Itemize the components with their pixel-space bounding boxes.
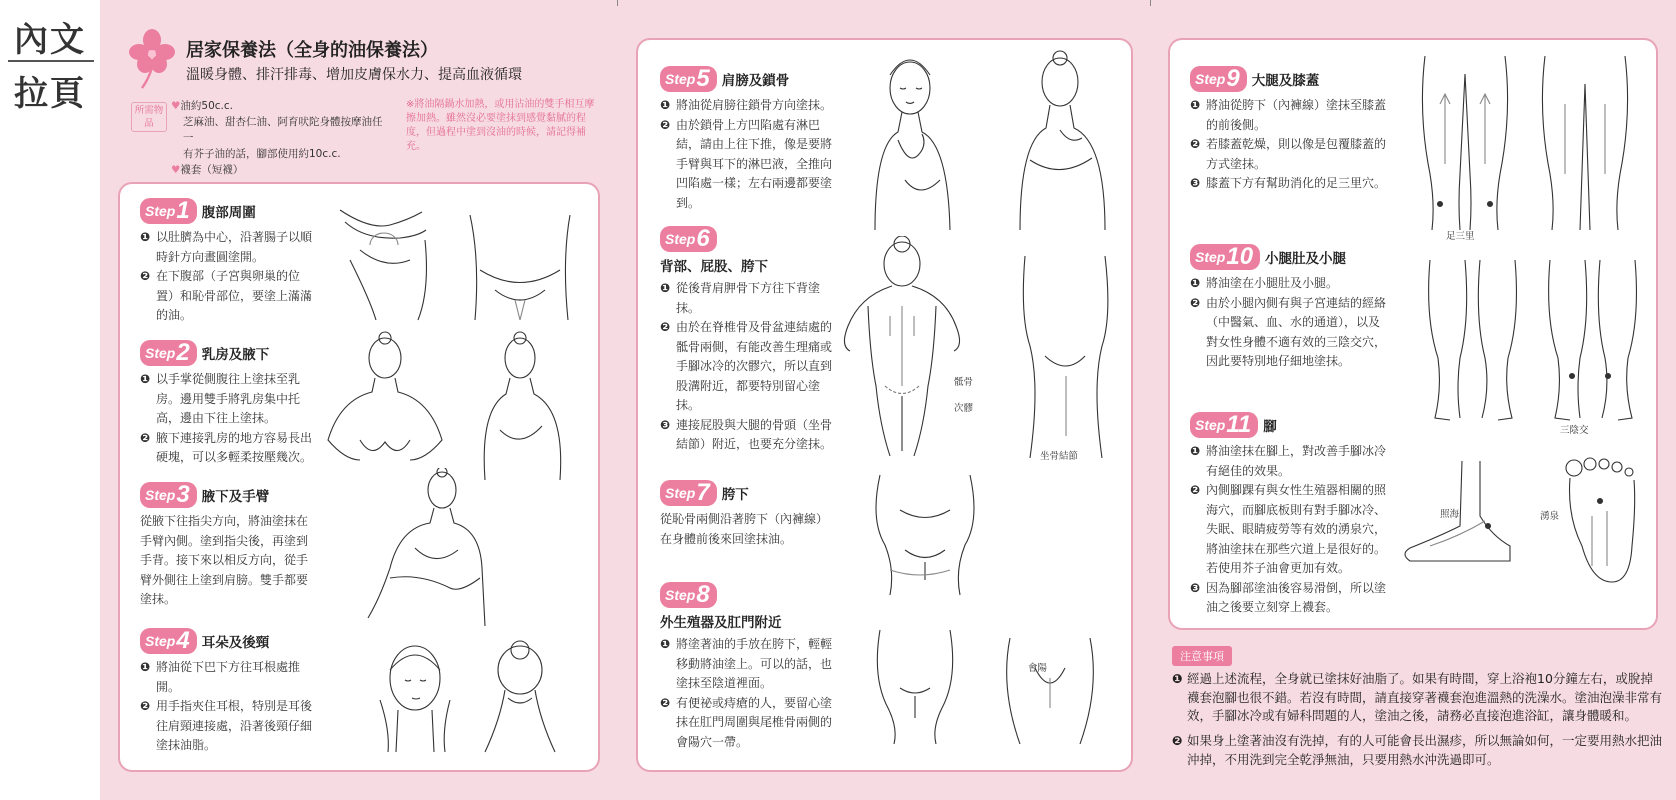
step-item: ❶ 將油塗抹在腳上，對改善手腳冰冷有絕佳的效果。 xyxy=(1190,444,1387,478)
step-title: 腋下及手臂 xyxy=(201,489,270,505)
note-item: ❶ 經過上述流程，全身就已塗抹好油脂了。如果有時間，穿上浴袍10分鐘左右，或脫掉襪套泡腳也很不錯。若沒有時間，請直接穿著襪套泡進溫熱的洗澡水。塗油泡澡非常有效，手腳冰冷或有婦科問題的人，塗油之後，請務必直接泡進浴缸，讓身體暖和。 xyxy=(1172,671,1663,723)
label-yongquan: 湧泉 xyxy=(1540,511,1560,522)
step-item: ❶ 將油塗在小腿肚及小腿。 xyxy=(1190,276,1339,290)
face-neck-illustration xyxy=(360,640,570,755)
fold-mark xyxy=(617,0,618,6)
sidebar-divider xyxy=(8,60,94,62)
heart-icon: ♥ xyxy=(171,100,181,112)
step-item: ❷ 在下腹部（子宮與卵巢的位置）和恥骨部位，要塗上滿滿的油。 xyxy=(140,269,313,322)
step-8 xyxy=(660,582,832,752)
foot-sole-illustration xyxy=(1562,456,1648,586)
chest-illustration xyxy=(320,330,590,490)
step-badge: Step 4 xyxy=(140,628,197,654)
step-5 xyxy=(660,66,832,213)
step-title: 耳朵及後頸 xyxy=(201,635,270,651)
step-title: 乳房及腋下 xyxy=(201,347,270,363)
note-item: ❷ 如果身上塗著油沒有洗掉，有的人可能會長出濕疹，所以無論如何，一定要用熱水把油沖掉，不用洗到完全乾淨無油，只要用熱水沖洗過即可。 xyxy=(1172,733,1663,767)
step-item: ❷ 用手指夾住耳根，特別是耳後往肩頸連接處，沿著後頸仔細塗抹油脂。 xyxy=(140,699,313,752)
step-title: 背部、屁股、胯下 xyxy=(660,259,768,275)
step-item: ❷ 有便祕或痔瘡的人，要留心塗抹在肛門周圍與尾椎骨兩側的會陽穴一帶。 xyxy=(660,695,833,749)
step-badge: Step 2 xyxy=(140,340,197,366)
step-text: 從腋下往指尖方向，將油塗抹在手臂內側。塗到指尖後，再塗到手背。接下來以相反方向，從手臂外側往上塗到肩膀。雙手都要塗抹。 xyxy=(140,514,309,606)
label-sacrum: 骶骨 xyxy=(954,377,974,388)
step-1 xyxy=(140,198,318,326)
step-3 xyxy=(140,482,316,610)
label-huiyang: 會陽 xyxy=(1028,663,1048,674)
step-item: ❸ 連接屁股與大腿的骨頭（坐骨結節）附近，也要充分塗抹。 xyxy=(660,417,833,451)
step-7 xyxy=(660,480,832,549)
step-title: 肩膀及鎖骨 xyxy=(721,73,790,89)
step-header xyxy=(140,482,316,508)
step-header xyxy=(1190,66,1386,92)
step-11 xyxy=(1190,412,1386,618)
step-badge: Step 8 xyxy=(660,582,717,608)
step-item: ❶ 以手掌從側腹往上塗抹至乳房。邊用雙手將乳房集中托高，邊由下往上塗抹。 xyxy=(140,372,301,425)
step-header xyxy=(660,582,832,608)
foot-side-illustration xyxy=(1400,456,1520,576)
step-item: ❶ 將油從肩膀往鎖骨方向塗抹。 xyxy=(660,98,833,112)
step-header xyxy=(660,66,832,92)
label-zhaohai: 照海 xyxy=(1440,509,1460,520)
step-title: 大腿及膝蓋 xyxy=(1251,73,1320,89)
step-title: 腳 xyxy=(1263,419,1277,435)
step-header xyxy=(660,480,832,506)
step-header xyxy=(660,226,832,252)
abdomen-illustration xyxy=(330,200,580,322)
step-item: ❷ 內側腳踝有與女性生殖器相關的照海穴，而腳底板則有對手腳冰冷、失眠、眼睛疲勞等有效的湧泉穴，將油塗抹在那些穴道上是很好的。若使用芥子油會更加有效。 xyxy=(1190,483,1387,575)
label-ischial: 坐骨結節 xyxy=(1040,451,1079,462)
step-item: ❶ 以肚臍為中心，沿著腸子以順時針方向畫圓塗開。 xyxy=(140,230,313,264)
label-ciliao: 次髎 xyxy=(954,403,974,414)
supplies-line: 芝麻油、甜杏仁油、阿育吠陀身體按摩油任一 xyxy=(183,116,383,144)
notes-tag: 注意事項 xyxy=(1172,646,1232,666)
step-badge: Step 11 xyxy=(1190,412,1258,438)
step-badge: Step 5 xyxy=(660,66,717,92)
step-badge: Step 1 xyxy=(140,198,197,224)
groin-illustration xyxy=(860,470,990,600)
step-badge: Step 10 xyxy=(1190,244,1260,270)
step-2 xyxy=(140,340,318,468)
label-sanyinjiao: 三陰交 xyxy=(1560,425,1589,436)
step-item: ❶ 將油從下巴下方往耳根處推開。 xyxy=(140,660,301,694)
step-9 xyxy=(1190,66,1386,194)
supplies-line: 有芥子油的話，腳部使用約10c.c. xyxy=(183,148,341,160)
page-title: 居家保養法（全身的油保養法） xyxy=(186,40,438,61)
supplies-line: 襪套（短襪） xyxy=(180,164,244,176)
back-illustration xyxy=(830,236,1120,458)
step-header xyxy=(140,198,318,224)
page-subtitle: 溫暖身體、排汗排毒、增加皮膚保水力、提高血液循環 xyxy=(186,67,522,83)
step-title: 小腿肚及小腿 xyxy=(1265,251,1347,267)
sidebar xyxy=(0,0,100,800)
genital-illustration xyxy=(870,628,1100,744)
supplies-list xyxy=(171,98,391,178)
step-badge: Step 7 xyxy=(660,480,717,506)
step-title: 外生殖器及肛門附近 xyxy=(660,615,782,631)
step-header xyxy=(1190,412,1386,438)
step-badge: Step 3 xyxy=(140,482,197,508)
calf-illustration xyxy=(1420,258,1640,424)
label-zusanli: 足三里 xyxy=(1446,231,1475,242)
step-item: ❷ 由於小腿內側有與子宮連結的經絡（中醫氣、血、水的通道），以及對女性身體不適有效的三陰交穴，因此要特別地仔細地塗抹。 xyxy=(1190,295,1387,368)
supplies-label: 所需物品 xyxy=(131,102,167,132)
thigh-knee-illustration xyxy=(1410,54,1640,230)
sidebar-title-line1: 內文 xyxy=(14,20,86,60)
step-10 xyxy=(1190,244,1386,372)
step-item: ❶ 將油從胯下（內褲線）塗抹至膝蓋的前後側。 xyxy=(1190,98,1387,132)
step-item: ❷ 腋下連接乳房的地方容易長出硬塊，可以多輕柔按壓幾次。 xyxy=(140,430,313,464)
step-badge: Step 6 xyxy=(660,226,717,252)
fold-mark xyxy=(1150,0,1151,6)
shoulder-illustration xyxy=(860,50,1120,230)
step-badge: Step 9 xyxy=(1190,66,1247,92)
step-item: ❶ 將塗著油的手放在胯下，輕輕移動將油塗上。可以的話，也塗抹至陰道裡面。 xyxy=(660,637,833,690)
heart-icon: ♥ xyxy=(171,164,181,176)
step-text: 從恥骨兩側沿著胯下（內褲線）在身體前後來回塗抹油。 xyxy=(660,512,829,546)
step-title: 胯下 xyxy=(721,487,749,503)
step-6 xyxy=(660,226,832,455)
arm-illustration xyxy=(360,468,500,628)
sidebar-title-line2: 拉頁 xyxy=(14,74,86,114)
step-4 xyxy=(140,628,318,756)
step-item: ❸ 膝蓋下方有幫助消化的足三里穴。 xyxy=(1190,176,1387,190)
flower-icon xyxy=(128,28,176,90)
supplies-note: ※將油隔鍋水加熱，或用沾油的雙手相互摩擦加熱。雖然沒必要塗抹到感覺黏膩的程度，但過程中塗到沒油的時候，請記得補充。 xyxy=(406,99,595,152)
step-item: ❷ 由於鎖骨上方凹陷處有淋巴結，請由上往下推，像是要將手臂與耳下的淋巴液，全推向凹陷處一樣；左右兩邊都要塗到。 xyxy=(660,117,833,210)
step-title: 腹部周圍 xyxy=(201,205,256,221)
step-item: ❷ 由於在脊椎骨及骨盆連結處的骶骨兩側，有能改善生理痛或手腳冰冷的次髎穴，所以直到股溝附近，都要特別留心塗抹。 xyxy=(660,320,833,412)
step-header xyxy=(1190,244,1386,270)
step-item: ❷ 若膝蓋乾燥，則以像是包覆膝蓋的方式塗抹。 xyxy=(1190,137,1387,171)
step-header xyxy=(140,340,318,366)
supplies-line: 油約50c.c. xyxy=(180,100,234,112)
step-item: ❶ 從後背肩胛骨下方往下背塗抹。 xyxy=(660,281,821,315)
step-header xyxy=(140,628,318,654)
step-item: ❸ 因為腳部塗油後容易滑倒，所以塗油之後要立刻穿上襪套。 xyxy=(1190,580,1387,614)
